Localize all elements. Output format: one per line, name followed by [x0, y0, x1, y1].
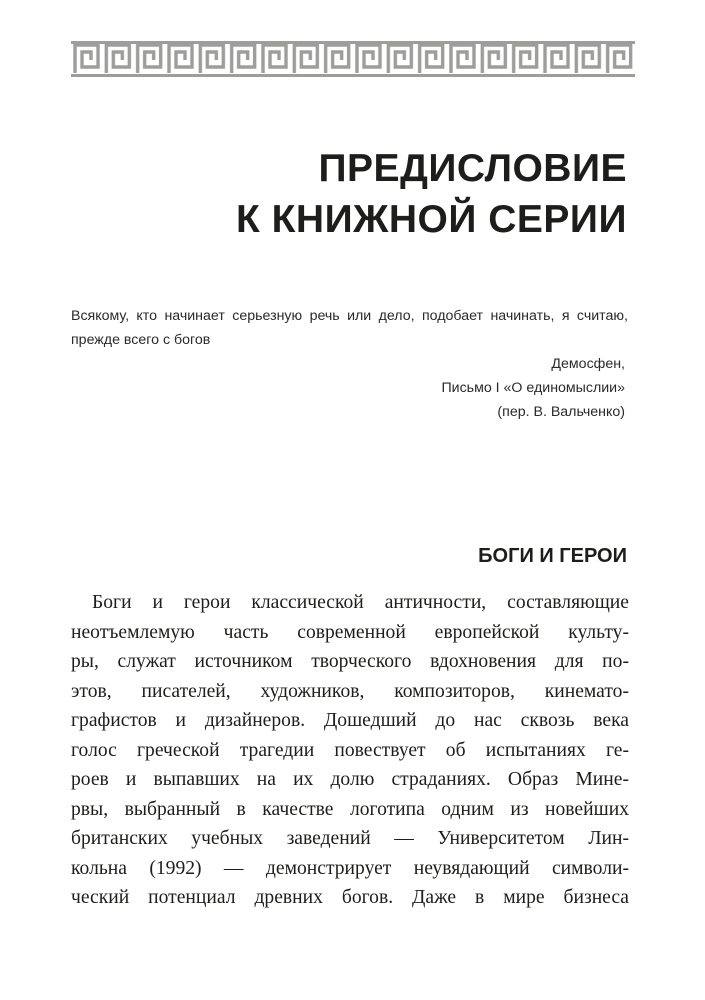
attribution-author: Демосфен,	[551, 356, 625, 372]
chapter-title-line: К КНИЖНОЙ СЕРИИ	[235, 198, 627, 241]
body-line: роев и выпавших на их долю страданиях. Образ Мине-	[71, 769, 629, 790]
body-line: ческий потенциал древних богов. Даже в мире бизнеса	[71, 887, 629, 908]
attribution-source: Письмо I «О единомыслии»	[441, 380, 625, 396]
chapter-title	[236, 143, 627, 245]
body-line: графистов и дизайнеров. Дошедший до нас сквозь века	[71, 710, 629, 731]
epigraph	[71, 304, 628, 424]
section-title: БОГИ И ГЕРОИ	[478, 545, 627, 567]
body-line: рвы, выбранный в качестве логотипа одним из новейших	[71, 798, 629, 820]
greek-key-ornament	[71, 41, 635, 77]
attribution-translator: (пер. В. Вальченко)	[497, 404, 625, 420]
body-line: кольна (1992) — демонстрирует неувядающий символи-	[71, 857, 629, 879]
body-line: ры, служат источником творческого вдохновения для по-	[71, 651, 629, 672]
epigraph-quote: Всякому, кто начинает серьезную речь или дело, подобает начинать, я считаю, прежде всего с богов	[71, 308, 628, 348]
body-line: этов, писателей, художников, композиторов, кинемато-	[71, 680, 629, 702]
body-line: голос греческой трагедии повествует об испытаниях ге-	[71, 739, 629, 761]
body-paragraph	[71, 588, 629, 913]
chapter-title-line: ПРЕДИСЛОВИЕ	[318, 147, 627, 190]
body-line: британских учебных заведений — Университетом Лин-	[71, 828, 629, 849]
body-line: неотъемлемую часть современной европейской культу-	[71, 621, 629, 643]
body-line: Боги и герои классической античности, составляющие	[92, 592, 629, 613]
epigraph-attribution	[71, 352, 628, 424]
